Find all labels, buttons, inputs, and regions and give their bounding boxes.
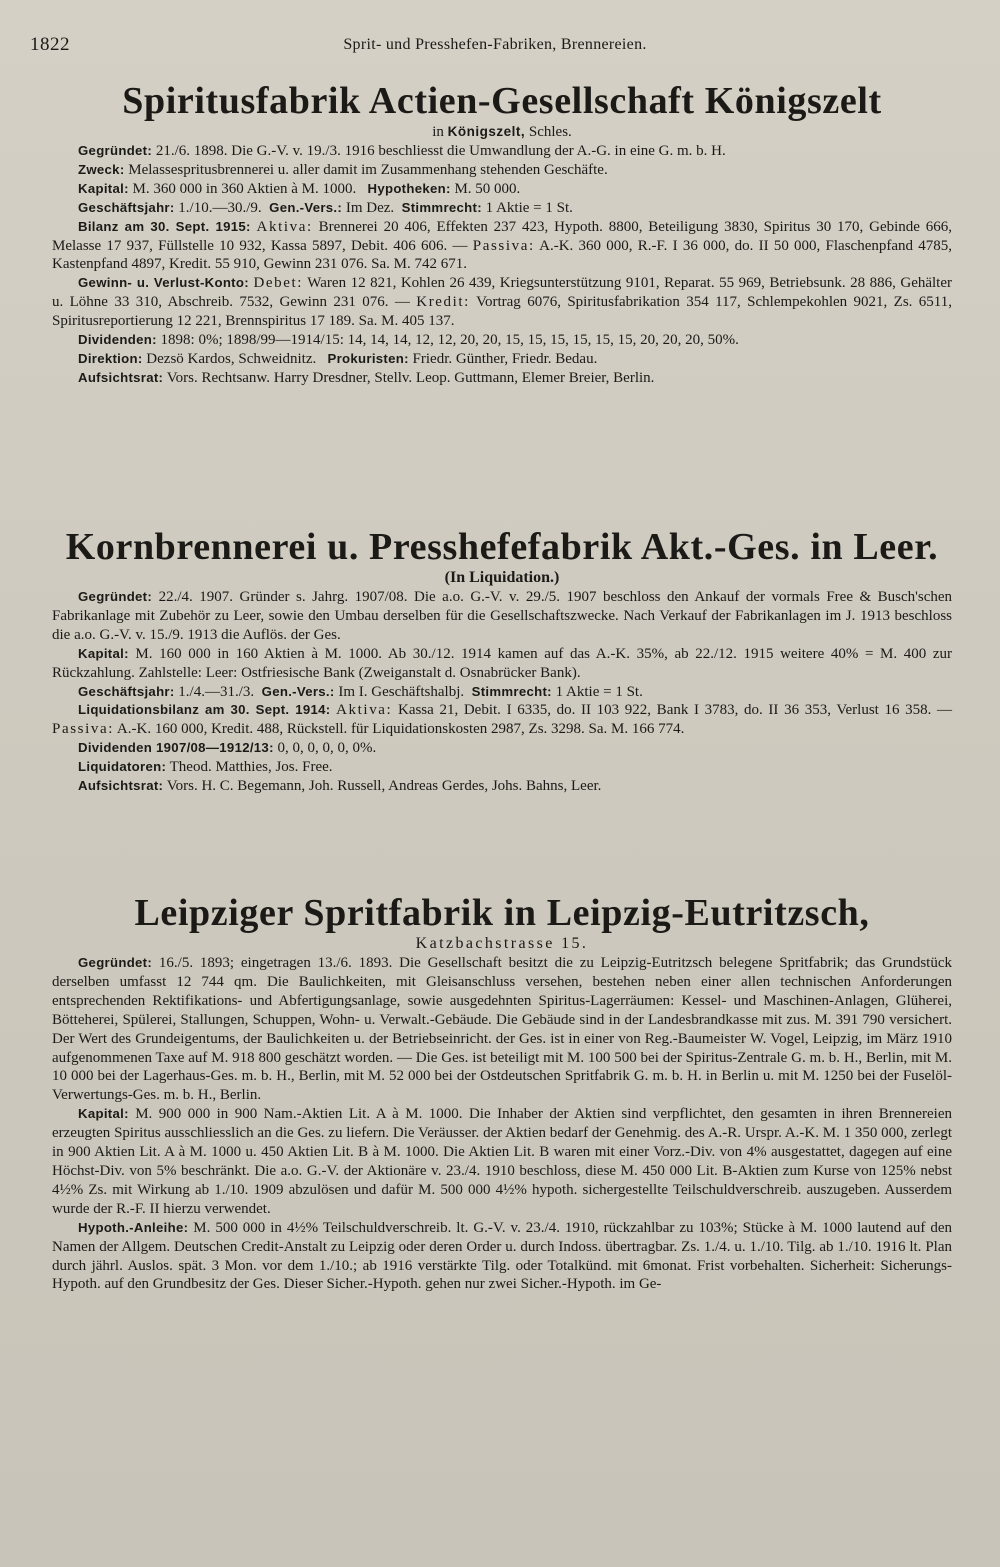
capital-label: Kapital: bbox=[78, 645, 129, 661]
management-label: Direktion: bbox=[78, 350, 143, 366]
entry-leer bbox=[52, 526, 952, 796]
liabilities-text: A.-K. 160 000, Kredit. 488, Rückstell. für Liquidationskosten 2987, Zs. 3298. Sa. M. 166 774. bbox=[116, 721, 685, 738]
profit-loss-paragraph bbox=[52, 274, 952, 331]
supervisory-board-paragraph bbox=[52, 369, 952, 388]
liabilities-text: A.-K. 360 000, R.-F. I 36 000, do. II 50 000, Flaschenpfand 4785, Kastenpfand 4897, Kredit. 55 910, Gewinn 231 076. Sa. M. 742 671. bbox=[52, 237, 953, 273]
purpose-text: Melassespritusbrennerei u. aller damit im Zusammenhang stehenden Geschäfte. bbox=[128, 161, 608, 178]
founded-label: Gegründet: bbox=[78, 589, 153, 604]
debit-text: Waren 12 821, Kohlen 26 439, Kriegsunterstützung 9101, Reparat. 55 969, Betriebsunk. 28 886, Gehälter u. Löhne 33 310, Abschreib. 7532, Gewinn 231 076. — bbox=[52, 275, 952, 311]
credit-label: Kredit: bbox=[416, 294, 470, 311]
page-header bbox=[30, 34, 960, 58]
management-text: Dezsö Kardos, Schweidnitz. bbox=[146, 350, 317, 367]
location-prefix: in bbox=[432, 124, 444, 140]
general-meeting-text: Im Dez. bbox=[345, 199, 395, 216]
dividends-label: Dividenden 1907/08—1912/13: bbox=[78, 740, 274, 756]
company-title: Kornbrennerei u. Presshefefabrik Akt.-Ges. in Leer. bbox=[65, 526, 939, 568]
location-city: Königszelt, bbox=[447, 124, 526, 139]
running-head: Sprit- und Presshefen-Fabriken, Brennereien. bbox=[343, 36, 647, 53]
capital-text: M. 160 000 in 160 Aktien à M. 1000. Ab 30./12. 1914 kamen auf das A.-K. 35%, ab 22./12. 1915 weitere 40% = M. 400 zur Rückzahlung. Zahlstelle: Leer: Ostfriesische Bank (Zweiganstalt d. Osnabrücker Bank). bbox=[52, 645, 952, 681]
purpose-paragraph bbox=[52, 161, 952, 180]
purpose-label: Zweck: bbox=[78, 161, 125, 177]
company-title: Spiritusfabrik Actien-Gesellschaft Königszelt bbox=[122, 80, 882, 122]
company-title: Leipziger Spritfabrik in Leipzig-Eutritzsch, bbox=[134, 892, 870, 934]
liquidators-text: Theod. Matthies, Jos. Free. bbox=[169, 759, 333, 776]
balance-paragraph bbox=[52, 701, 952, 739]
founded-paragraph bbox=[52, 588, 952, 645]
supervisory-board-paragraph bbox=[52, 777, 952, 796]
balance-paragraph bbox=[52, 218, 952, 275]
dividends-label: Dividenden: bbox=[78, 332, 157, 348]
dividends-paragraph bbox=[52, 331, 952, 350]
entry-koenigszelt bbox=[52, 80, 952, 388]
voting-right-label: Stimmrecht: bbox=[401, 199, 482, 215]
assets-text: Brennerei 20 406, Effekten 237 423, Hypoth. 8800, Beteiligung 3830, Spiritus 30 170, Gebinde 666, Melasse 17 937, Füllstelle 10 932, Kassa 5897, Debit. 406 606. — bbox=[52, 218, 953, 254]
balance-label: Liquidationsbilanz am 30. Sept. 1914: bbox=[78, 702, 331, 718]
authorized-officers-text: Friedr. Günther, Friedr. Bedau. bbox=[412, 350, 598, 367]
liquidators-label: Liquidatoren: bbox=[78, 759, 167, 775]
authorized-officers-label: Prokuristen: bbox=[327, 350, 409, 366]
founded-text: 21./6. 1898. Die G.-V. v. 19./3. 1916 beschliesst die Umwandlung der A.-G. in eine G. m. b. H. bbox=[155, 143, 726, 159]
liabilities-label: Passiva: bbox=[472, 237, 535, 254]
credit-text: Vortrag 6076, Spiritusfabrikation 354 117, Schlempekohlen 9021, Zs. 6511, Spiritusreportierung 12 221, Brennspiritus 17 189. Sa. M. 405 137. bbox=[52, 294, 953, 330]
dividends-text: 1898: 0%; 1898/99—1914/15: 14, 14, 14, 12, 12, 20, 20, 15, 15, 15, 15, 15, 15, 20, 20, 20, 50%. bbox=[160, 332, 739, 349]
voting-right-label: Stimmrecht: bbox=[471, 683, 552, 699]
capital-paragraph bbox=[52, 645, 952, 683]
fiscal-year-paragraph bbox=[52, 199, 952, 218]
management-paragraph bbox=[52, 350, 952, 369]
supervisory-board-label: Aufsichtsrat: bbox=[78, 778, 164, 794]
liquidation-status: (In Liquidation.) bbox=[444, 569, 560, 586]
fiscal-year-text: 1./10.—30./9. bbox=[178, 199, 262, 216]
capital-paragraph bbox=[52, 180, 952, 199]
liabilities-label: Passiva: bbox=[52, 721, 114, 738]
founded-text: 22./4. 1907. Gründer s. Jahrg. 1907/08. Die a.o. G.-V. v. 29./5. 1907 beschloss den Ankauf der vormals Free & Busch'schen Fabrikanlage mit Zubehör zu Leer, sowie den Umbau derselben für die Gesellschaftszwecke. Nach Verkauf der Fabrikanlagen im J. 1913 beschloss die a.o. G.-V. v. 15./9. 1913 die Auflös. der Ges. bbox=[52, 589, 953, 643]
general-meeting-text: Im I. Geschäftshalbj. bbox=[338, 683, 465, 700]
liquidators-paragraph bbox=[52, 758, 952, 777]
founded-paragraph bbox=[52, 142, 952, 161]
founded-text: 16./5. 1893; eingetragen 13./6. 1893. Die Gesellschaft besitzt die zu Leipzig-Eutritzsch belegene Spritfabrik; das Grundstück derselben umfasst 12 744 qm. Die Baulichkeiten, mit Gleisanschluss versehen, bestehen neben einer allen technischen Anforderungen entsprechenden Rektifikations- und Abfertigungsanlage, sowie ausgedehnten Spiritus-Lagerräumen: Kessel- und Maschinen-Anlagen, Glüherei, Bötteherei, Spülerei, Stallungen, Schuppen, Wohn- u. Verwalt.-Gebäude. Die Gebäude sind in der Landesbrandkasse mit zus. M. 391 790 versichert. Der Wert des Grundeigentums, der Baulichkeiten u. der Betriebseinricht. der Ges. ist in einer von Reg.-Baumeister W. Vogel, Leipzig, im März 1910 aufgenommenen Taxe auf M. 918 800 geschätzt worden. — Die Ges. ist beteiligt mit M. 100 500 bei der Spiritus-Zentrale G. m. b. H., Berlin, mit M. 10 000 bei der Lagerhaus-Ges. m. b. H., Berlin, mit M. 52 000 bei der Ostdeutschen Spritfabrik G. m. b. H. in Berlin u. mit M. 1250 bei der Fuselöl-Verwertungs-Ges. m. b. H., Berlin. bbox=[52, 955, 953, 1104]
dividends-text: 0, 0, 0, 0, 0, 0%. bbox=[277, 740, 377, 757]
location-region: Schles. bbox=[528, 124, 572, 140]
assets-text: Kassa 21, Debit. I 6335, do. II 103 922, Bank I 3783, do. II 36 353, Verlust 16 358. — bbox=[397, 702, 953, 719]
company-location bbox=[52, 122, 952, 142]
assets-label: Aktiva: bbox=[256, 218, 313, 235]
fiscal-year-label: Geschäftsjahr: bbox=[78, 199, 175, 215]
founded-label: Gegründet: bbox=[78, 143, 153, 158]
supervisory-board-text: Vors. Rechtsanw. Harry Dresdner, Stellv. Leop. Guttmann, Elemer Breier, Berlin. bbox=[166, 369, 655, 386]
fiscal-year-text: 1./4.—31./3. bbox=[178, 683, 255, 700]
capital-paragraph bbox=[52, 1105, 952, 1218]
general-meeting-label: Gen.-Vers.: bbox=[269, 199, 343, 215]
entry-leipzig bbox=[52, 892, 952, 1294]
general-meeting-label: Gen.-Vers.: bbox=[261, 683, 335, 699]
capital-label: Kapital: bbox=[78, 1106, 129, 1122]
profit-loss-label: Gewinn- u. Verlust-Konto: bbox=[78, 275, 249, 291]
supervisory-board-label: Aufsichtsrat: bbox=[78, 369, 164, 385]
founded-label: Gegründet: bbox=[78, 955, 153, 970]
mortgage-bond-paragraph bbox=[52, 1219, 952, 1295]
assets-label: Aktiva: bbox=[336, 702, 393, 719]
supervisory-board-text: Vors. H. C. Begemann, Joh. Russell, Andreas Gerdes, Johs. Bahns, Leer. bbox=[166, 778, 602, 795]
founded-paragraph bbox=[52, 954, 952, 1105]
page-number: 1822 bbox=[30, 34, 70, 55]
company-address: Katzbachstrasse 15. bbox=[415, 935, 589, 952]
debit-label: Debet: bbox=[253, 275, 304, 292]
voting-right-text: 1 Aktie = 1 St. bbox=[485, 199, 573, 216]
mortgage-bond-text: M. 500 000 in 4½% Teilschuldverschreib. lt. G.-V. v. 23./4. 1910, rückzahlbar zu 103%; Stücke à M. 1000 lautend auf den Namen der Allgem. Deutschen Credit-Anstalt zu Leipzig oder deren Order u. durch Indoss. übertragbar. Zs. 1./4. u. 1./10. Tilg. ab 1./10. 1916 lt. Plan durch jährl. Auslos. spät. 3 Mon. vor dem 1./10.; ab 1916 verstärkte Tilg. oder Totalkünd. mit 6monat. Frist vorbehalten. Sicherheit: Sicherungs-Hypoth. auf den Grundbesitz der Ges. Dieser Sicher.-Hypoth. gehen nur zwei Sicher.-Hypoth. im Ge- bbox=[52, 1219, 952, 1293]
dividends-paragraph bbox=[52, 739, 952, 758]
fiscal-year-label: Geschäftsjahr: bbox=[78, 683, 175, 699]
fiscal-year-paragraph bbox=[52, 683, 952, 702]
mortgages-text: M. 50 000. bbox=[454, 180, 521, 197]
balance-label: Bilanz am 30. Sept. 1915: bbox=[78, 218, 251, 234]
capital-text: M. 360 000 in 360 Aktien à M. 1000. bbox=[132, 180, 357, 197]
mortgage-bond-label: Hypoth.-Anleihe: bbox=[78, 1219, 189, 1235]
mortgages-label: Hypotheken: bbox=[367, 180, 451, 196]
voting-right-text: 1 Aktie = 1 St. bbox=[555, 683, 643, 700]
capital-label: Kapital: bbox=[78, 180, 129, 196]
capital-text: M. 900 000 in 900 Nam.-Aktien Lit. A à M. 1000. Die Inhaber der Aktien sind verpflichtet, den gesamten in ihren Brennereien erzeugten Spiritus ausschliesslich an die Ges. zu liefern. Die Veräusser. der Aktien bedarf der Genehmig. des A.-R. Urspr. A.-K. M. 1 350 000, zerlegt in 900 Aktien Lit. A à M. 1000 u. 450 Aktien Lit. B à M. 1000. Die Aktien Lit. B waren mit einer Vorz.-Div. von 4% ausgestattet, dagegen auf eine Höchst-Div. von 5% beschränkt. Die a.o. G.-V. der Aktionäre v. 23./4. 1910 beschloss, diese M. 450 000 Lit. B-Aktien zum Kurse von 125% nebst 4½% Zs. mit Wirkung ab 1./10. 1909 abzulösen und dafür M. 500 000 4½% hypoth. sichergestellte Teilschuldverschreib. auszugeben. Ausserdem wurde der R.-F. II hierzu verwendet. bbox=[52, 1106, 952, 1217]
